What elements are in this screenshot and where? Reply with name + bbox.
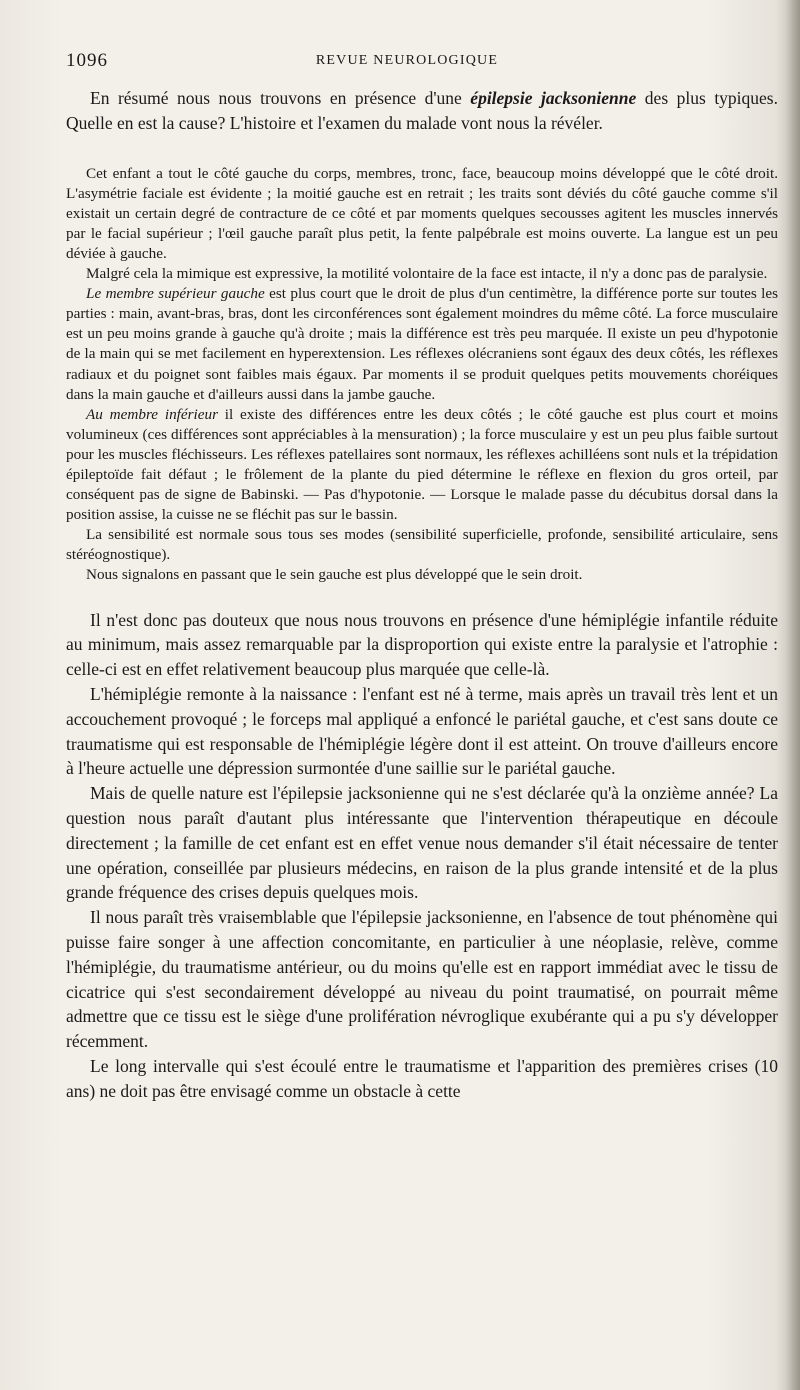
page-header — [66, 50, 748, 72]
observation-lead: Au membre inférieur — [86, 405, 218, 423]
observation-paragraph — [66, 405, 778, 526]
discussion-section — [66, 608, 778, 1104]
observation-lead: Le membre supérieur gauche — [86, 285, 265, 303]
observation-text: il existe des différences entre les deux côtés ; le côté gauche est plus court et moins volumineux (ces différences sont appréciables à la mensuration) ; la force musculaire y est un peu plus faible surtout pour les muscles fléchisseurs. Les réflexes patellaires sont normaux, les réflexes achilléens sont nuls et la trépidation épileptoïde fait défaut ; le frôlement de la plante du pied détermine le réflexe en flexion du gros orteil, par conséquent pas de signe de Babinski. — Pas d'hypotonie. — Lorsque le malade passe du décubitus dorsal dans la position assise, la cuisse ne se fléchit pas sur le bassin. — [66, 405, 778, 524]
discussion-paragraph: Il nous paraît très vraisemblable que l'épilepsie jacksonienne, en l'absence de tout phénomène qui puisse faire songer à une affection concomitante, en particulier à une néoplasie, relève, comme l'hémiplégie, du traumatisme antérieur, ou du moins qu'elle est en rapport immédiat avec le tissu de cicatrice qui s'est secondairement développé au niveau du point traumatisé, on pourrait même admettre que ce tissu est le siège d'une prolifération névroglique exubérante qui a pu s'y développer récemment. — [66, 907, 778, 1052]
discussion-paragraph: Mais de quelle nature est l'épilepsie jacksonienne qui ne s'est déclarée qu'à la onzième année? La question nous paraît d'autant plus intéressante que l'intervention thérapeutique en découle directement ; la famille de cet enfant est en effet venue nous demander s'il était nécessaire de tenter une opération, conseillée par plusieurs médecins, en raison de la plus grande intensité et de la plus grande fréquence des crises depuis quelques mois. — [66, 783, 778, 903]
running-title: REVUE NEUROLOGIQUE — [315, 53, 499, 68]
observation-paragraph: La sensibilité est normale sous tous ses modes (sensibilité superficielle, profonde, sensibilité articulaire, sens stéréognostique). — [66, 526, 778, 564]
page-number: 1096 — [66, 50, 108, 71]
observation-paragraph — [66, 284, 778, 405]
observation-text: est plus court que le droit de plus d'un centimètre, la différence porte sur toutes les parties : main, avant-bras, bras, dont les circonférences sont également moindres du même côté. La force musculaire est un peu moins grande à gauche qu'à droite ; mais la différence est très peu marquée. Il existe un peu d'hypotonie de la main qui se met facilement en hyperextension. Les réflexes olécraniens sont égaux des deux côtés, les réflexes radiaux et du poignet sont faibles mais égaux. Par moments il se produit quelques petits mouvements choréiques dans la main gauche et d'ailleurs aussi dans la jambe gauche. — [66, 285, 778, 403]
discussion-paragraph: Le long intervalle qui s'est écoulé entre le traumatisme et l'apparition des premières crises (10 ans) ne doit pas être envisagé comme un obstacle à cette — [66, 1055, 778, 1101]
clinical-observation — [66, 164, 778, 586]
observation-paragraph: Nous signalons en passant que le sein gauche est plus développé que le sein droit. — [86, 566, 583, 584]
observation-paragraph: Cet enfant a tout le côté gauche du corps, membres, tronc, face, beaucoup moins développé que le côté droit. L'asymétrie faciale est évidente ; la moitié gauche est en retrait ; les traits sont déviés du côté gauche comme s'il existait un certain degré de contracture de ce côté et par moments quelques secousses agitent les muscles innervés par le facial supérieur ; l'œil gauche paraît plus petit, la fente palpébrale est moins ouverte. La langue est un peu déviée à gauche. — [66, 164, 778, 262]
discussion-paragraph: L'hémiplégie remonte à la naissance : l'enfant est né à terme, mais après un travail très lent et un accouchement provoqué ; le forceps mal appliqué a enfoncé le pariétal gauche, et c'est sans doute ce traumatisme qui est responsable de l'hémiplégie légère dont il est atteint. On trouve d'ailleurs encore à l'heure actuelle une dépression surmontée d'une saillie sur le pariétal gauche. — [66, 683, 778, 779]
intro-emphasis: épilepsie jacksonienne — [470, 88, 637, 108]
observation-paragraph: Malgré cela la mimique est expressive, la motilité volontaire de la face est intacte, il n'y a donc pas de paralysie. — [86, 265, 768, 283]
page-body — [66, 86, 778, 1104]
page-edge-shadow — [786, 0, 800, 1390]
discussion-paragraph: Il n'est donc pas douteux que nous nous trouvons en présence d'une hémiplégie infantile réduite au minimum, mais assez remarquable par la disproportion qui existe entre la paralysie et l'atrophie : celle-ci est en effet relativement beaucoup plus marquée que celle-là. — [66, 609, 778, 680]
intro-section — [66, 86, 778, 136]
intro-text-start: En résumé nous nous trouvons en présence d'une — [90, 88, 471, 108]
intro-paragraph — [66, 86, 778, 136]
intro-text-end: des plus typiques. Quelle en est la cause? L'histoire et l'examen du malade vont nous la révéler. — [66, 88, 778, 133]
